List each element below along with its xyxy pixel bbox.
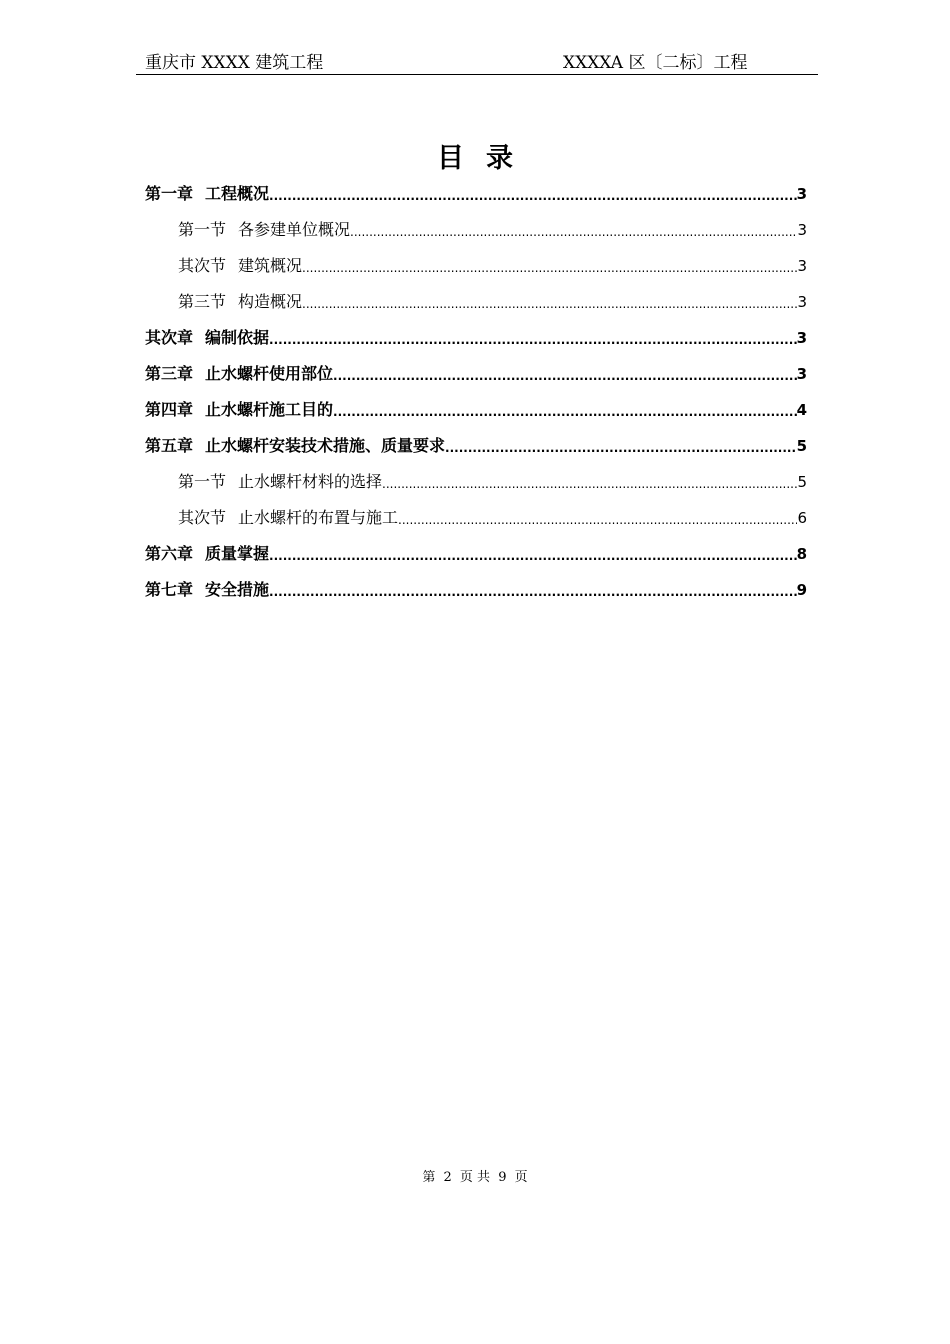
toc-item-title: 各参建单位概况 (238, 220, 351, 239)
toc-item-page: 3 (797, 221, 807, 239)
toc-leader-dots (302, 292, 797, 316)
toc-item-page: 6 (797, 509, 807, 527)
toc-leader-dots (333, 364, 797, 388)
toc-item-page: 3 (797, 257, 807, 275)
toc-item-number: 第一章 (145, 184, 194, 203)
toc-item-number: 第六章 (145, 544, 194, 563)
toc-item[interactable] (178, 216, 807, 244)
toc-item[interactable] (145, 360, 807, 388)
toc-leader-dots (445, 436, 797, 460)
toc-item[interactable] (145, 432, 807, 460)
toc-item-page: 3 (796, 329, 807, 347)
toc-item-page: 3 (797, 293, 807, 311)
footer-current-page: 2 (443, 1170, 452, 1185)
toc-item[interactable] (178, 288, 807, 316)
toc-item-title: 止水螺杆的布置与施工 (238, 508, 399, 527)
toc-item[interactable] (145, 396, 807, 424)
toc-item-title: 构造概况 (238, 292, 303, 311)
toc-item-number: 第七章 (145, 580, 194, 599)
toc-item-number: 其次节 (178, 256, 227, 275)
toc-item-title: 止水螺杆材料的选择 (238, 472, 383, 491)
toc-item-title: 质量掌握 (205, 544, 270, 563)
toc-item-title: 安全措施 (205, 580, 270, 599)
header-right-text: XXXXA 区〔二标〕工程 (563, 53, 748, 73)
toc-item-number: 第三节 (178, 292, 227, 311)
footer-prefix: 第 (422, 1170, 436, 1185)
toc-item-page: 9 (796, 581, 807, 599)
toc-item-number: 第四章 (145, 400, 194, 419)
toc-item-page: 3 (796, 185, 807, 203)
toc-item-number: 其次章 (145, 328, 194, 347)
toc-item-title: 止水螺杆安装技术措施、质量要求 (205, 436, 446, 455)
toc-item[interactable] (145, 540, 807, 568)
toc-item-number: 第一节 (178, 220, 227, 239)
toc-leader-dots (333, 400, 797, 424)
toc-leader-dots (269, 328, 797, 352)
toc-item[interactable] (145, 324, 807, 352)
toc-item[interactable] (178, 252, 807, 280)
page-header (136, 52, 818, 75)
document-title: 目录 (437, 143, 535, 174)
toc-item-page: 5 (797, 473, 807, 491)
toc-item[interactable] (145, 576, 807, 604)
page-footer (0, 1166, 950, 1185)
toc-leader-dots (302, 256, 797, 280)
footer-middle: 页 共 (459, 1170, 491, 1185)
toc-item-title: 编制依据 (205, 328, 270, 347)
toc-leader-dots (382, 472, 797, 496)
toc-item-number: 第五章 (145, 436, 194, 455)
toc-leader-dots (398, 508, 797, 532)
footer-suffix: 页 (514, 1170, 528, 1185)
footer-total-pages: 9 (498, 1170, 507, 1185)
toc-item-page: 5 (796, 437, 807, 455)
toc-leader-dots (350, 220, 797, 244)
toc-item-title: 止水螺杆使用部位 (205, 364, 334, 383)
toc-leader-dots (269, 184, 797, 208)
toc-item-title: 工程概况 (205, 184, 270, 203)
toc-leader-dots (269, 580, 797, 604)
toc-item-number: 第三章 (145, 364, 194, 383)
toc-item[interactable] (145, 180, 807, 208)
toc-item-page: 3 (796, 365, 807, 383)
toc-item-title: 止水螺杆施工目的 (205, 400, 334, 419)
toc-item-page: 4 (796, 401, 807, 419)
toc-leader-dots (269, 544, 797, 568)
toc-item[interactable] (178, 504, 807, 532)
toc-item-title: 建筑概况 (238, 256, 303, 275)
toc-item-number: 第一节 (178, 472, 227, 491)
header-left-text: 重庆市 XXXX 建筑工程 (145, 53, 324, 73)
toc-item[interactable] (178, 468, 807, 496)
toc-item-page: 8 (796, 545, 807, 563)
toc-item-number: 其次节 (178, 508, 227, 527)
